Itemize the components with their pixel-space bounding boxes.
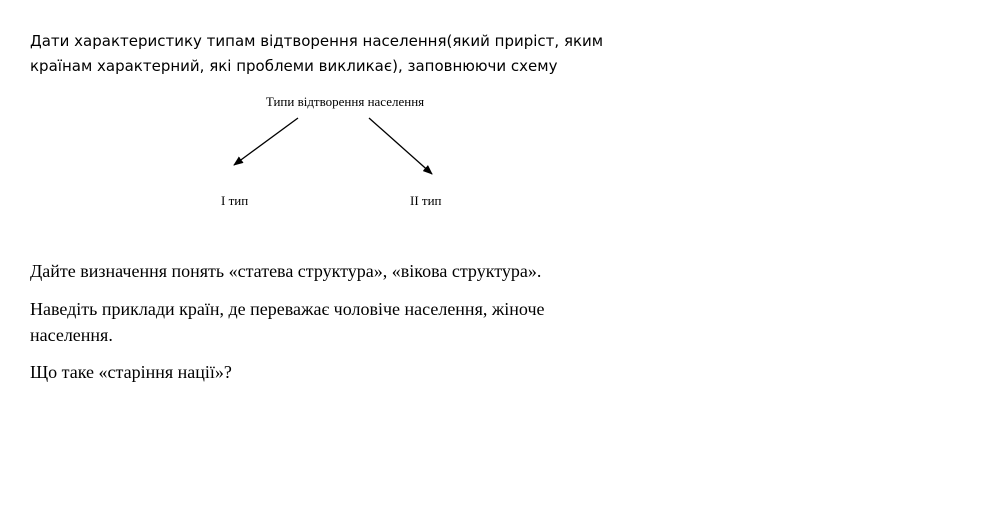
arrow-to-type-1 bbox=[234, 118, 298, 165]
task-instruction: Дати характеристику типам відтворення населення(який приріст, яким країнам характерний, які проблеми викликає), заповнюючи схему bbox=[30, 32, 604, 75]
question-nation-aging: Що таке «старіння нації»? bbox=[30, 362, 232, 382]
question-country-examples: Наведіть приклади країн, де переважає чоловіче населення, жіноче населення. bbox=[30, 299, 545, 345]
arrow-to-type-2 bbox=[369, 118, 432, 174]
scheme-type-2-label: II тип bbox=[410, 193, 442, 208]
question-definitions: Дайте визначення понять «статева структура», «вікова структура». bbox=[30, 261, 542, 281]
scheme-title: Типи відтворення населення bbox=[265, 94, 425, 109]
scheme-type-1-label: I тип bbox=[221, 193, 249, 208]
